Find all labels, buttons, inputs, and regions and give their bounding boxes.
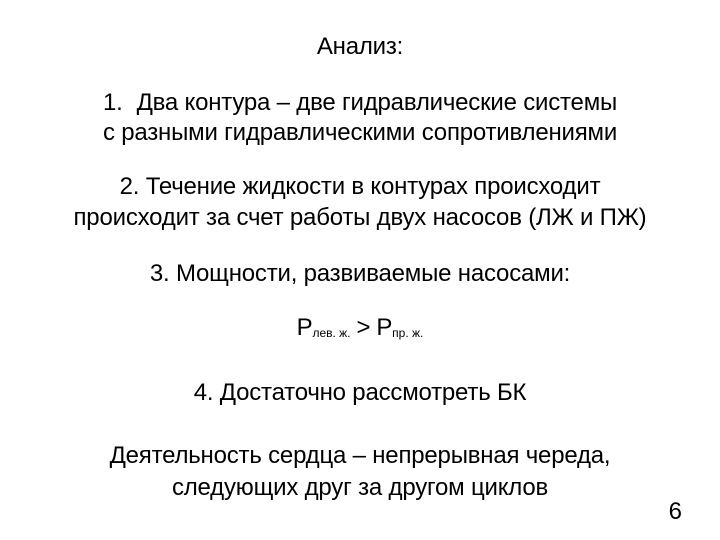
conclusion-line-2: следующих друг за другом циклов (171, 474, 549, 501)
point-1-number: 1. (102, 89, 123, 116)
point-1-line-1 (0, 88, 720, 118)
power-comparison-formula (0, 313, 720, 348)
point-2-line-1: 2. Течение жидкости в контурах происходит (119, 173, 601, 200)
slide-title: Анализ: (316, 33, 404, 60)
formula-left-subscript: лев. ж. (312, 326, 351, 340)
conclusion-line-1: Деятельность сердца – непрерывная череда, (109, 442, 611, 469)
page-number: 6 (668, 498, 682, 525)
formula-operator: > (356, 314, 371, 341)
point-1-text: Два контура – две гидравлические системы (136, 89, 618, 116)
formula-left-symbol: P (296, 314, 313, 341)
point-1-line-2: с разными гидравлическими сопротивлениями (102, 119, 618, 146)
formula-right-subscript: пр. ж. (392, 326, 424, 340)
point-2-line-2: происходит за счет работы двух насосов (ЛЖ и ПЖ) (73, 204, 647, 231)
point-4-text: 4. Достаточно рассмотреть БК (193, 379, 527, 406)
formula-right-symbol: P (376, 314, 393, 341)
point-3-text: 3. Мощности, развиваемые насосами: (149, 260, 571, 287)
